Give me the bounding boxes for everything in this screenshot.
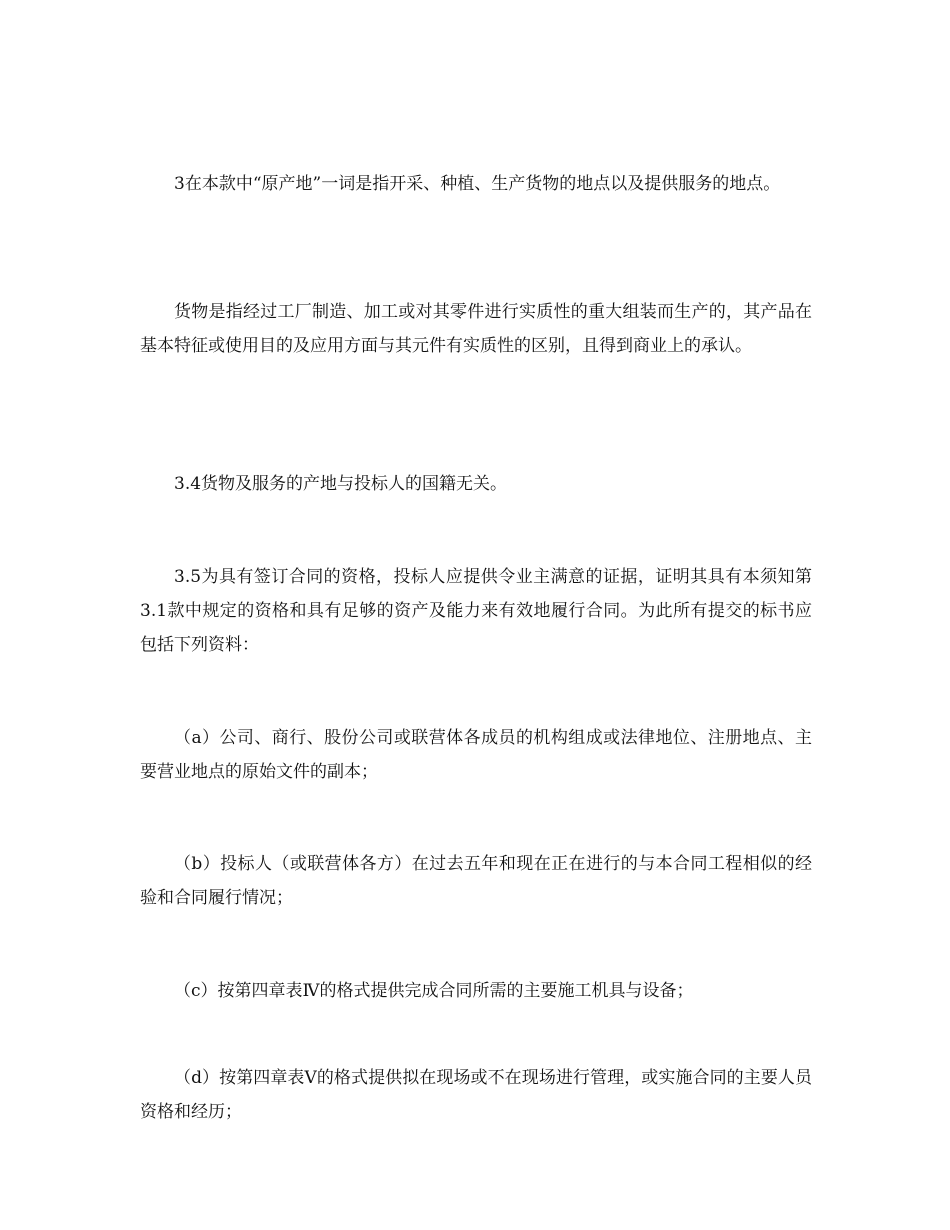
- paragraph-item-c: （c）按第四章表Ⅳ的格式提供完成合同所需的主要施工机具与设备；: [174, 981, 694, 1001]
- paragraph-item-d: （d）按第四章表Ⅴ的格式提供拟在现场或不在现场进行管理，或实施合同的主要人员资格和经历；: [140, 1068, 812, 1122]
- paragraph-item-a: （a）公司、商行、股份公司或联营体各成员的机构组成或法律地位、注册地点、主要营业地点的原始文件的副本；: [140, 728, 812, 782]
- paragraph-origin-definition: 3在本款中“原产地”一词是指开采、种植、生产货物的地点以及提供服务的地点。: [174, 174, 781, 194]
- paragraph-3-4-origin-nationality: 3.4货物及服务的产地与投标人的国籍无关。: [174, 474, 508, 494]
- paragraph-3-5-qualification: 3.5为具有签订合同的资格，投标人应提供令业主满意的证据，证明其具有本须知第3.1款中规定的资格和具有足够的资产及能力来有效地履行合同。为此所有提交的标书应包括下列资料：: [140, 567, 812, 655]
- paragraph-goods-definition: 货物是指经过工厂制造、加工或对其零件进行实质性的重大组装而生产的，其产品在基本特征或使用目的及应用方面与其元件有实质性的区别，且得到商业上的承认。: [140, 302, 812, 356]
- paragraph-item-b: （b）投标人（或联营体各方）在过去五年和现在正在进行的与本合同工程相似的经验和合同履行情况；: [140, 854, 812, 908]
